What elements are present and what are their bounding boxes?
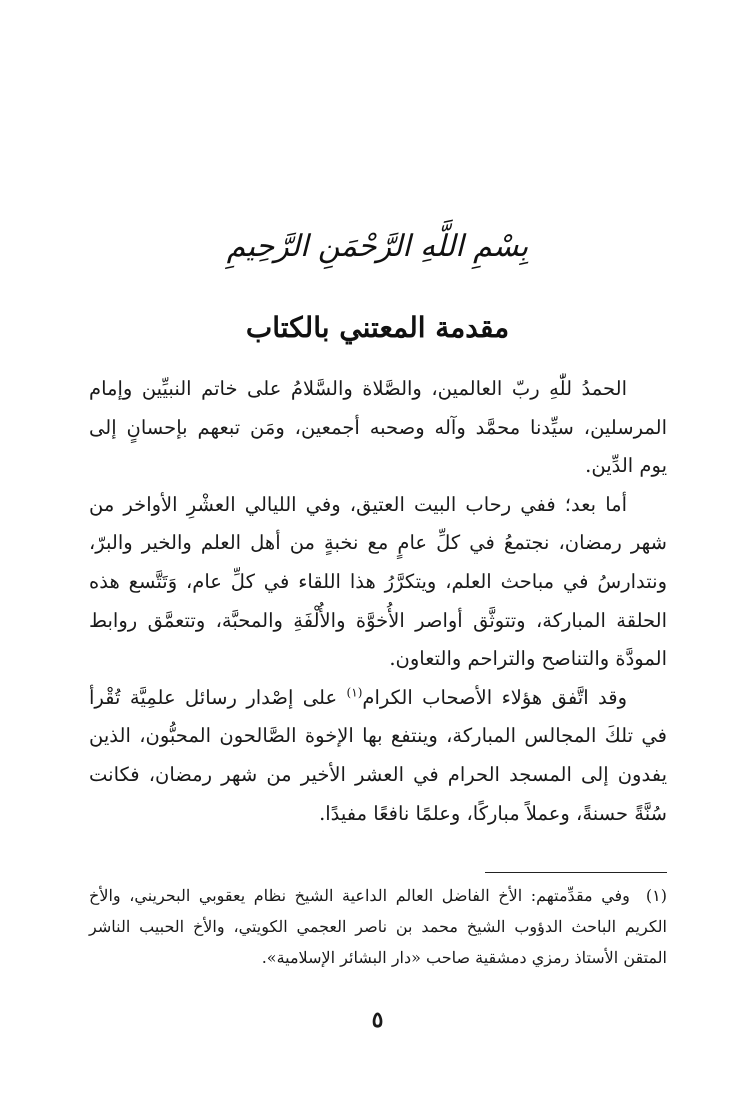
paragraph-2: أما بعد؛ ففي رحاب البيت العتيق، وفي الليالي العشْرِ الأواخر من شهر رمضان، نجتمعُ في كلِّ عامٍ مع نخبةٍ من أهل العلم والخير والبرّ، ونتدارسُ في مباحث العلم، ويتكرَّرُ هذا اللقاء في كلِّ عام، وَتَتَّسع هذه الحلقة المباركة، وتتوثَّق أواصر الأُخوَّة والأُلْفَةِ والمحبَّة، وتتعمَّق روابط المودَّة والتناصح والتراحم والتعاون. — [89, 492, 667, 671]
footnote-reference: (١) — [346, 685, 363, 700]
basmala-calligraphy: بِسْمِ اللَّهِ الرَّحْمَنِ الرَّحِيمِ — [226, 229, 529, 264]
footnote-number: (١) — [645, 886, 667, 905]
paragraph-3 — [89, 679, 667, 833]
page-number: ٥ — [371, 1007, 384, 1033]
footnote-separator — [485, 872, 667, 873]
paragraph-3-start: وقد اتَّفق هؤلاء الأصحاب الكرام — [362, 685, 627, 709]
page-title: مقدمة المعتني بالكتاب — [245, 311, 510, 344]
footnote — [89, 880, 667, 973]
footnote-text: وفي مقدِّمتهم: الأخ الفاضل العالم الداعية الشيخ نظام يعقوبي البحريني، والأخ الكريم الباحث الدؤوب الشيخ محمد بن ناصر العجمي الكويتي، والأخ الحبيب الناشر المتقن الأستاذ رمزي دمشقية صاحب «دار البشائر الإسلامية». — [89, 886, 667, 967]
body-text — [89, 370, 667, 833]
paragraph-1: الحمدُ للّٰهِ ربّ العالمين، والصَّلاة والسَّلامُ على خاتم النبيِّين وإمام المرسلين، سيِّدنا محمَّد وآله وصحبه أجمعين، ومَن تبعهم بإحسانٍ إلى يوم الدِّين. — [89, 377, 667, 478]
paragraph-3-end: على إصْدار رسائل علمِيَّة تُقْرأ في تلكَ المجالس المباركة، وينتفع بها الإخوة الصَّالحون المحبُّون، الذين يفدون إلى المسجد الحرام في العشر الأخير من شهر رمضان، فكانت سُنَّةً حسنةً، وعملاً مباركًا، وعلمًا نافعًا مفيدًا. — [89, 685, 667, 825]
